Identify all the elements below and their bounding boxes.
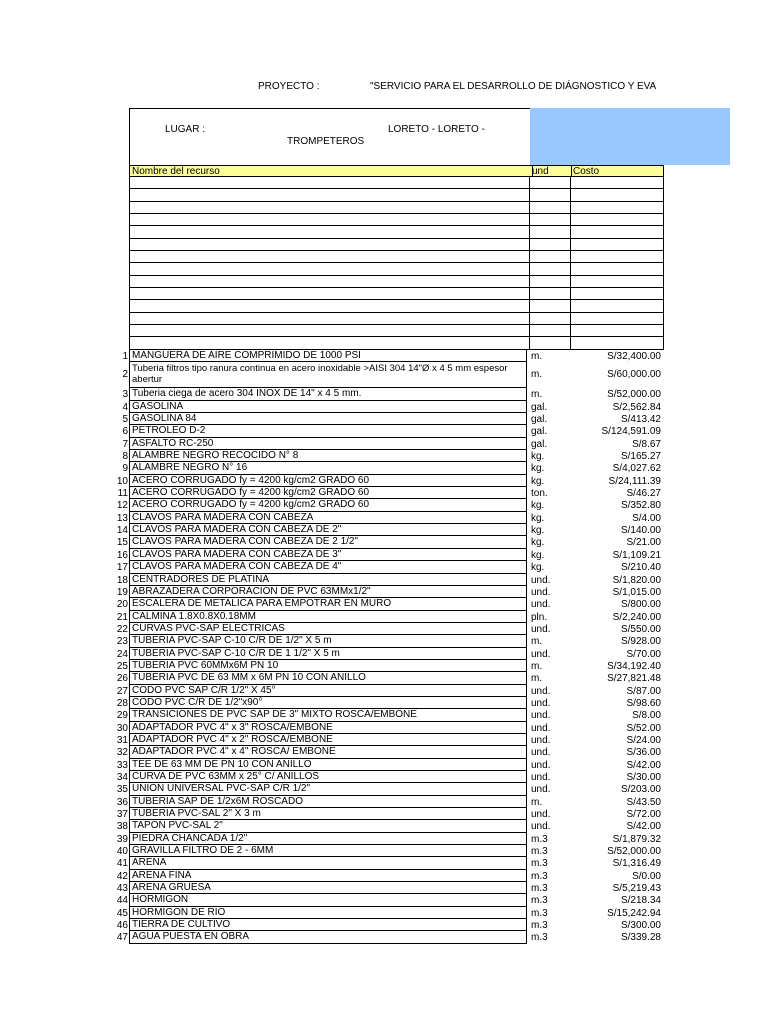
resource-unit: m.3 bbox=[531, 883, 548, 895]
lugar-value-line1: LORETO - LORETO - bbox=[388, 124, 485, 135]
resource-cost: S/0.00 bbox=[632, 870, 661, 882]
resource-unit: gal. bbox=[531, 414, 548, 426]
empty-row bbox=[129, 337, 664, 349]
resource-cost: S/21.00 bbox=[626, 537, 661, 549]
resource-unit: m. bbox=[531, 369, 543, 381]
column-header-name: Nombre del recurso bbox=[130, 166, 533, 177]
resource-unit: und. bbox=[531, 574, 551, 586]
table-row bbox=[100, 697, 664, 709]
resource-cost: S/70.00 bbox=[626, 648, 661, 660]
table-row bbox=[100, 549, 664, 561]
row-number: 4 bbox=[122, 401, 128, 413]
resource-cost: S/60,000.00 bbox=[607, 369, 661, 381]
table-row bbox=[100, 820, 664, 832]
row-number: 19 bbox=[116, 586, 128, 598]
resource-cost: S/5,219.43 bbox=[612, 883, 661, 895]
resource-cost: S/928.00 bbox=[620, 636, 661, 648]
column-header-cost: Costo bbox=[573, 166, 600, 177]
table-row bbox=[100, 438, 664, 450]
table-row bbox=[100, 462, 664, 474]
row-number: 15 bbox=[116, 537, 128, 549]
resource-name: TUBERIA PVC-SAL 2" X 3 m bbox=[129, 808, 527, 820]
resource-unit: und. bbox=[531, 685, 551, 697]
row-number: 7 bbox=[122, 438, 128, 450]
empty-row bbox=[129, 276, 664, 288]
table-row bbox=[100, 746, 664, 758]
table-row bbox=[100, 796, 664, 808]
row-number: 3 bbox=[122, 389, 128, 401]
resource-unit: m. bbox=[531, 660, 543, 672]
resource-name: Tuberia ciega de acero 304 INOX DE 14" x 4 5 mm. bbox=[129, 388, 527, 400]
resource-cost: S/1,109.21 bbox=[612, 549, 661, 561]
resource-name: ARENA GRUESA bbox=[129, 882, 527, 894]
resource-unit: gal. bbox=[531, 401, 548, 413]
resource-cost: S/124,591.09 bbox=[601, 426, 661, 438]
resource-name: CLAVOS PARA MADERA CON CABEZA DE 2" bbox=[129, 524, 527, 536]
empty-row bbox=[129, 202, 664, 214]
column-header-row bbox=[129, 165, 664, 177]
row-number: 44 bbox=[116, 895, 128, 907]
resource-cost: S/2,240.00 bbox=[612, 611, 661, 623]
resource-name: TUBERIA SAP DE 1/2x6M ROSCADO bbox=[129, 796, 527, 808]
resource-name: HORMIGON bbox=[129, 894, 527, 906]
resource-unit: m. bbox=[531, 636, 543, 648]
resource-unit: gal. bbox=[531, 438, 548, 450]
empty-row bbox=[129, 300, 664, 312]
empty-row bbox=[129, 226, 664, 238]
table-row bbox=[100, 524, 664, 536]
resource-unit: und. bbox=[531, 821, 551, 833]
row-number: 10 bbox=[116, 475, 128, 487]
resource-name: ABRAZADERA CORPORACION DE PVC 63MMx1/2" bbox=[129, 586, 527, 598]
resource-cost: S/72.00 bbox=[626, 809, 661, 821]
row-number: 20 bbox=[116, 599, 128, 611]
table-row bbox=[100, 362, 664, 388]
resource-cost: S/52,000.00 bbox=[607, 846, 661, 858]
resource-unit: und. bbox=[531, 747, 551, 759]
resource-unit: m. bbox=[531, 796, 543, 808]
resource-cost: S/4.00 bbox=[632, 512, 661, 524]
table-row bbox=[100, 425, 664, 437]
proyecto-label: PROYECTO : bbox=[258, 81, 320, 92]
row-number: 32 bbox=[116, 747, 128, 759]
empty-row bbox=[129, 189, 664, 201]
resource-unit: m.3 bbox=[531, 907, 548, 919]
row-number: 41 bbox=[116, 858, 128, 870]
table-row bbox=[100, 512, 664, 524]
row-number: 9 bbox=[122, 463, 128, 475]
row-number: 26 bbox=[116, 673, 128, 685]
empty-row bbox=[129, 313, 664, 325]
row-number: 29 bbox=[116, 710, 128, 722]
resource-unit: m. bbox=[531, 351, 543, 362]
table-row bbox=[100, 574, 664, 586]
row-number: 16 bbox=[116, 549, 128, 561]
table-row bbox=[100, 919, 664, 931]
resource-name: CODO PVC SAP C/R 1/2" X 45° bbox=[129, 685, 527, 697]
resource-cost: S/165.27 bbox=[620, 451, 661, 463]
resource-name: ALAMBRE NEGRO N° 16 bbox=[129, 462, 527, 474]
table-row bbox=[100, 475, 664, 487]
row-number: 13 bbox=[116, 512, 128, 524]
row-number: 18 bbox=[116, 574, 128, 586]
resource-name: CURVA DE PVC 63MM x 25° C/ ANILLOS bbox=[129, 771, 527, 783]
table-row bbox=[100, 833, 664, 845]
row-number: 31 bbox=[116, 734, 128, 746]
resource-unit: m.3 bbox=[531, 870, 548, 882]
row-number: 17 bbox=[116, 562, 128, 574]
resource-unit: m.3 bbox=[531, 833, 548, 845]
resource-unit: kg. bbox=[531, 512, 545, 524]
row-number: 6 bbox=[122, 426, 128, 438]
resource-unit: m. bbox=[531, 389, 543, 401]
resource-cost: S/98.60 bbox=[626, 697, 661, 709]
resource-name: CENTRADORES DE PLATINA bbox=[129, 574, 527, 586]
resource-name: GASOLINA 84 bbox=[129, 413, 527, 425]
lugar-value-line2: TROMPETEROS bbox=[287, 136, 365, 147]
table-row bbox=[100, 611, 664, 623]
row-number: 1 bbox=[122, 351, 128, 362]
resource-name: ALAMBRE NEGRO RECOCIDO N° 8 bbox=[129, 450, 527, 462]
table-row bbox=[100, 499, 664, 511]
resource-unit: kg. bbox=[531, 562, 545, 574]
resource-cost: S/218.34 bbox=[620, 895, 661, 907]
row-number: 14 bbox=[116, 525, 128, 537]
row-number: 34 bbox=[116, 772, 128, 783]
resource-unit: m. bbox=[531, 673, 543, 685]
table-row bbox=[100, 931, 664, 943]
table-row bbox=[100, 907, 664, 919]
resource-cost: S/30.00 bbox=[626, 772, 661, 783]
resource-cost: S/42.00 bbox=[626, 821, 661, 833]
resource-cost: S/8.00 bbox=[632, 710, 661, 722]
empty-row bbox=[129, 263, 664, 275]
row-number: 8 bbox=[122, 451, 128, 463]
table-row bbox=[100, 450, 664, 462]
resource-cost: S/43.50 bbox=[626, 796, 661, 808]
resource-unit: und. bbox=[531, 722, 551, 734]
resource-name: ADAPTADOR PVC 4" x 2" ROSCA/EMBONE bbox=[129, 734, 527, 746]
row-number: 2 bbox=[122, 369, 128, 381]
table-row bbox=[100, 413, 664, 425]
resource-name: PIEDRA CHANCADA 1/2" bbox=[129, 833, 527, 845]
resource-name: UNION UNIVERSAL PVC-SAP C/R 1/2" bbox=[129, 783, 527, 795]
resource-cost: S/87.00 bbox=[626, 685, 661, 697]
resource-name: CLAVOS PARA MADERA CON CABEZA DE 2 1/2" bbox=[129, 536, 527, 548]
resource-unit: und. bbox=[531, 759, 551, 771]
resource-unit: und. bbox=[531, 734, 551, 746]
row-number: 43 bbox=[116, 883, 128, 895]
row-number: 47 bbox=[116, 932, 128, 944]
resource-cost: S/1,820.00 bbox=[612, 574, 661, 586]
resource-cost: S/15,242.94 bbox=[607, 907, 661, 919]
resource-name: GASOLINA bbox=[129, 401, 527, 413]
resource-cost: S/1,316.49 bbox=[612, 858, 661, 870]
resource-unit: und. bbox=[531, 809, 551, 821]
row-number: 46 bbox=[116, 920, 128, 932]
row-number: 21 bbox=[116, 611, 128, 623]
table-row bbox=[100, 722, 664, 734]
resource-unit: m.3 bbox=[531, 920, 548, 932]
resource-name: ARENA bbox=[129, 857, 527, 869]
resource-unit: kg. bbox=[531, 451, 545, 463]
row-number: 23 bbox=[116, 636, 128, 648]
table-row bbox=[100, 660, 664, 672]
resource-name: ARENA FINA bbox=[129, 870, 527, 882]
resource-name: Tuberia filtros tipo ranura continua en acero inoxidable >AISI 304 14"Ø x 4 5 mm espesor abertur bbox=[129, 362, 527, 388]
resource-unit: kg. bbox=[531, 463, 545, 475]
resource-unit: kg. bbox=[531, 525, 545, 537]
resource-unit: und. bbox=[531, 599, 551, 611]
row-number: 45 bbox=[116, 907, 128, 919]
resource-name: TUBERIA PVC-SAP C-10 C/R DE 1/2" X 5 m bbox=[129, 635, 527, 647]
empty-row bbox=[129, 177, 664, 189]
row-number: 33 bbox=[116, 759, 128, 771]
resource-name: TUBERIA PVC DE 63 MM x 6M PN 10 CON ANILLO bbox=[129, 672, 527, 684]
table-row bbox=[100, 759, 664, 771]
resource-unit: kg. bbox=[531, 475, 545, 487]
proyecto-value: "SERVICIO PARA EL DESARROLLO DE DIÁGNOSTICO Y EVA bbox=[370, 81, 657, 92]
table-row bbox=[100, 586, 664, 598]
resource-cost: S/1,015.00 bbox=[612, 586, 661, 598]
resource-unit: kg. bbox=[531, 537, 545, 549]
resource-cost: S/413.42 bbox=[620, 414, 661, 426]
resource-name: ACERO CORRUGADO fy = 4200 kg/cm2 GRADO 60 bbox=[129, 499, 527, 511]
empty-row bbox=[129, 325, 664, 337]
resource-cost: S/27,821.48 bbox=[607, 673, 661, 685]
table-row bbox=[100, 623, 664, 635]
row-number: 24 bbox=[116, 648, 128, 660]
resource-unit: ton. bbox=[531, 488, 548, 500]
resource-unit: und. bbox=[531, 710, 551, 722]
resource-name: ADAPTADOR PVC 4" x 3" ROSCA/EMBONE bbox=[129, 722, 527, 734]
empty-rows bbox=[129, 177, 664, 350]
row-number: 25 bbox=[116, 660, 128, 672]
table-row bbox=[100, 561, 664, 573]
resource-unit: pln. bbox=[531, 611, 548, 623]
resource-name: TUBERIA PVC-SAP C-10 C/R DE 1 1/2" X 5 m bbox=[129, 648, 527, 660]
table-row bbox=[100, 808, 664, 820]
resource-cost: S/352.80 bbox=[620, 500, 661, 512]
resource-cost: S/36.00 bbox=[626, 747, 661, 759]
resource-name: ACERO CORRUGADO fy = 4200 kg/cm2 GRADO 60 bbox=[129, 475, 527, 487]
resource-name: CLAVOS PARA MADERA CON CABEZA DE 4" bbox=[129, 561, 527, 573]
column-header-und: und bbox=[530, 166, 572, 177]
resource-unit: m.3 bbox=[531, 932, 548, 944]
table-row bbox=[100, 598, 664, 610]
empty-row bbox=[129, 214, 664, 226]
row-number: 12 bbox=[116, 500, 128, 512]
table-row bbox=[100, 635, 664, 647]
table-row bbox=[100, 487, 664, 499]
resource-cost: S/1,879.32 bbox=[612, 833, 661, 845]
resource-name: MANGUERA DE AIRE COMPRIMIDO DE 1000 PSI bbox=[129, 350, 527, 362]
lugar-label: LUGAR : bbox=[165, 124, 206, 135]
resource-name: ADAPTADOR PVC 4" x 4" ROSCA/ EMBONE bbox=[129, 746, 527, 758]
row-number: 11 bbox=[117, 488, 128, 500]
table-row bbox=[100, 685, 664, 697]
table-row bbox=[100, 709, 664, 721]
resource-cost: S/140.00 bbox=[620, 525, 661, 537]
resource-cost: S/2,562.84 bbox=[612, 401, 661, 413]
resource-name: CLAVOS PARA MADERA CON CABEZA DE 3" bbox=[129, 549, 527, 561]
resource-cost: S/34,192.40 bbox=[607, 660, 661, 672]
empty-row bbox=[129, 251, 664, 263]
resource-name: ESCALERA DE METALICA PARA EMPOTRAR EN MURO bbox=[129, 598, 527, 610]
row-number: 22 bbox=[116, 623, 128, 635]
row-number: 28 bbox=[116, 697, 128, 709]
resource-name: TIERRA DE CULTIVO bbox=[129, 919, 527, 931]
resource-cost: S/32,400.00 bbox=[607, 351, 661, 362]
resource-unit: kg. bbox=[531, 549, 545, 561]
highlight-cell bbox=[530, 108, 730, 165]
resource-name: CURVAS PVC-SAP ELECTRICAS bbox=[129, 623, 527, 635]
resource-name: TAPON PVC-SAL 2" bbox=[129, 820, 527, 832]
row-number: 40 bbox=[116, 846, 128, 858]
resource-cost: S/52,000.00 bbox=[607, 389, 661, 401]
resource-name: HORMIGON DE RIO bbox=[129, 907, 527, 919]
resource-name: CLAVOS PARA MADERA CON CABEZA bbox=[129, 512, 527, 524]
resource-cost: S/24,111.39 bbox=[608, 475, 661, 487]
resource-cost: S/300.00 bbox=[620, 920, 661, 932]
resource-cost: S/8.67 bbox=[632, 438, 661, 450]
resource-cost: S/24.00 bbox=[626, 734, 661, 746]
table-row bbox=[100, 845, 664, 857]
resource-cost: S/210.40 bbox=[620, 562, 661, 574]
row-number: 39 bbox=[116, 833, 128, 845]
resource-unit: und. bbox=[531, 784, 551, 796]
resource-name: AGUA PUESTA EN OBRA bbox=[129, 931, 527, 943]
resource-unit: gal. bbox=[531, 426, 548, 438]
table-row bbox=[100, 536, 664, 548]
resource-name: ASFALTO RC-250 bbox=[129, 438, 527, 450]
resource-name: CODO PVC C/R DE 1/2"x90° bbox=[129, 697, 527, 709]
resource-name: GRAVILLA FILTRO DE 2 - 6MM bbox=[129, 845, 527, 857]
row-number: 5 bbox=[122, 414, 128, 426]
resource-cost: S/42.00 bbox=[626, 759, 661, 771]
resource-cost: S/550.00 bbox=[620, 623, 661, 635]
row-number: 35 bbox=[116, 784, 128, 796]
table-row bbox=[100, 894, 664, 906]
row-number: 27 bbox=[116, 685, 128, 697]
resource-unit: kg. bbox=[531, 500, 545, 512]
table-row bbox=[100, 648, 664, 660]
resource-unit: m.3 bbox=[531, 846, 548, 858]
resource-table bbox=[100, 350, 664, 944]
table-row bbox=[100, 672, 664, 684]
resource-unit: und. bbox=[531, 772, 551, 783]
table-row bbox=[100, 350, 664, 362]
row-number: 36 bbox=[116, 796, 128, 808]
resource-unit: m.3 bbox=[531, 858, 548, 870]
resource-name: ACERO CORRUGADO fy = 4200 kg/cm2 GRADO 60 bbox=[129, 487, 527, 499]
resource-name: CALMINA 1.8X0.8X0.18MM bbox=[129, 611, 527, 623]
row-number: 38 bbox=[116, 821, 128, 833]
table-row bbox=[100, 870, 664, 882]
resource-unit: und. bbox=[531, 623, 551, 635]
row-number: 42 bbox=[116, 870, 128, 882]
table-row bbox=[100, 771, 664, 783]
resource-unit: und. bbox=[531, 586, 551, 598]
table-row bbox=[100, 783, 664, 795]
resource-name: TUBERIA PVC 60MMx6M PN 10 bbox=[129, 660, 527, 672]
row-number: 30 bbox=[116, 722, 128, 734]
table-row bbox=[100, 857, 664, 869]
resource-cost: S/339.28 bbox=[620, 932, 661, 944]
resource-unit: und. bbox=[531, 697, 551, 709]
table-row bbox=[100, 388, 664, 400]
empty-row bbox=[129, 239, 664, 251]
resource-cost: S/800.00 bbox=[620, 599, 661, 611]
empty-row bbox=[129, 288, 664, 300]
resource-cost: S/203.00 bbox=[620, 784, 661, 796]
resource-unit: m.3 bbox=[531, 895, 548, 907]
resource-name: TRANSICIONES DE PVC SAP DE 3" MIXTO ROSCA/EMBONE bbox=[129, 709, 527, 721]
table-row bbox=[100, 734, 664, 746]
resource-cost: S/4,027.62 bbox=[612, 463, 661, 475]
resource-cost: S/52.00 bbox=[626, 722, 661, 734]
resource-unit: und. bbox=[531, 648, 551, 660]
resource-name: PETROLEO D-2 bbox=[129, 425, 527, 437]
resource-cost: S/46.27 bbox=[626, 488, 661, 500]
resource-name: TEE DE 63 MM DE PN 10 CON ANILLO bbox=[129, 759, 527, 771]
table-row bbox=[100, 401, 664, 413]
table-row bbox=[100, 882, 664, 894]
row-number: 37 bbox=[116, 809, 128, 821]
